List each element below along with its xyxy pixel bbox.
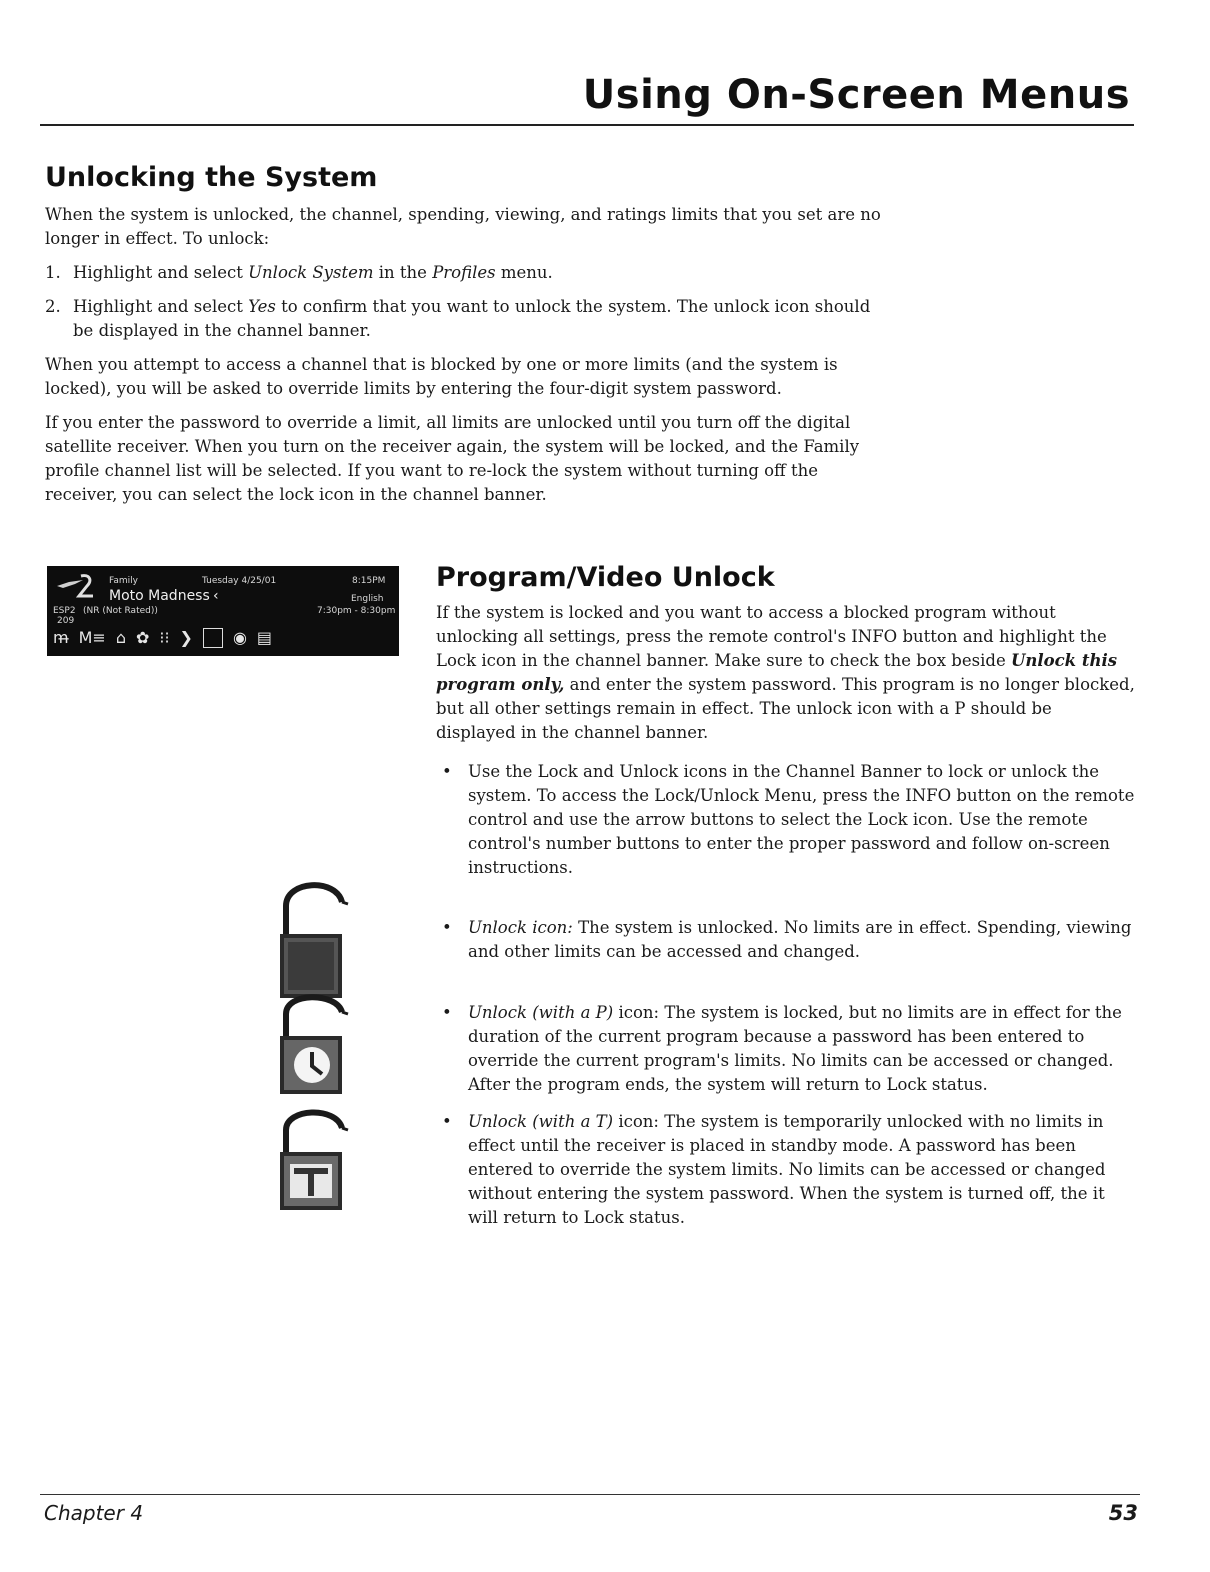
- bullet-text: Use the Lock and Unlock icons in the Channel Banner to lock or unlock the system. To access the Lock/Unlock Menu, press the INFO button on the remote control and use the arrow buttons to select the Lock icon. Use the remote control's number buttons to enter the proper password and follow on-screen instructions.: [468, 762, 1135, 877]
- step-text: Highlight and select: [73, 297, 249, 316]
- banner-program: Moto Madness: [109, 588, 210, 604]
- signal-icon: ⁝⁝: [159, 628, 170, 647]
- menu-icon: m̶: [53, 628, 69, 647]
- paragraph-emphasis: Unlock this program only,: [436, 651, 1118, 694]
- step-emphasis: Unlock System: [248, 263, 374, 282]
- step-text: to confirm that you want to unlock the system. The unlock icon should be displayed in the channel banner.: [73, 297, 871, 340]
- bullet-emphasis: Unlock (with a T): [468, 1112, 614, 1131]
- banner-channel-number: 209: [57, 616, 75, 626]
- step-item: [45, 295, 895, 343]
- bullet-item: [436, 1001, 1136, 1097]
- section-title: Program/Video Unlock: [436, 562, 775, 593]
- lock-icon: ⌂: [115, 628, 126, 647]
- channel-banner: [47, 566, 399, 656]
- paragraph: If you enter the password to override a limit, all limits are unlocked until you turn off the digital satellite receiver. When you turn on the receiver again, the system will be locked, and the Family profile channel list will be selected. If you want to re-lock the system without turning off the receiver, you can select the lock icon in the channel banner.: [45, 413, 860, 504]
- bullet-dot: •: [442, 1112, 452, 1131]
- paragraph-text: and enter the system password. This program is no longer blocked, but all other settings remain in effect. The unlock icon with a P should be displayed in the channel banner.: [436, 675, 1135, 742]
- page-title: Using On-Screen Menus: [582, 72, 1130, 118]
- paragraph-text: If the system is locked and you want to access a blocked program without unlocking all settings, press the remote control's INFO button and highlight the Lock icon in the channel banner. Make sure to check the box beside: [436, 603, 1107, 670]
- bullet-dot: •: [442, 918, 452, 937]
- paragraph: When you attempt to access a channel that is blocked by one or more limits (and the system is locked), you will be asked to override limits by entering the four-digit system password.: [45, 355, 838, 398]
- bullet-dot: •: [442, 762, 452, 781]
- unlock-system-section: [45, 162, 895, 517]
- steps-list: [45, 261, 895, 343]
- bullet-item: [436, 916, 1136, 964]
- banner-arrow-icon: ‹: [213, 588, 219, 604]
- step-number: 1.: [45, 263, 61, 282]
- step-text: menu.: [495, 263, 553, 282]
- page-footer: [40, 1494, 1140, 1525]
- bullet-item: [436, 760, 1136, 880]
- paragraph: [436, 601, 1136, 745]
- step-number: 2.: [45, 297, 61, 316]
- banner-date: Tuesday 4/25/01: [202, 576, 277, 586]
- page-number: 53: [1108, 1501, 1138, 1525]
- guide-icon: M≡: [78, 628, 106, 647]
- intro-paragraph: When the system is unlocked, the channel, spending, viewing, and ratings limits that you set are no longer in effect. To unlock:: [45, 205, 881, 248]
- banner-language: English: [351, 594, 384, 604]
- step-emphasis: Yes: [248, 297, 276, 316]
- bullet-text: icon: The system is locked, but no limits are in effect for the duration of the current program because a password has been entered to override the current program's limits. No limits can be accessed or changed. After the program ends, the system will return to Lock status.: [468, 1003, 1122, 1094]
- page-header: [40, 70, 1134, 126]
- checkbox-icon: [203, 628, 223, 648]
- step-text: in the: [373, 263, 433, 282]
- bullet-text: icon: The system is temporarily unlocked with no limits in effect until the receiver is placed in standby mode. A password has been entered to override the system limits. No limits can be accessed or changed without entering the system password. When the system is turned off, the it will return to Lock status.: [468, 1112, 1106, 1227]
- unlock-p-icon: [276, 990, 356, 1120]
- unlock-t-icon: [276, 1104, 356, 1234]
- bullet-item: [436, 1110, 1136, 1230]
- banner-profile: Family: [109, 576, 138, 586]
- mail-icon: ▤: [256, 628, 273, 647]
- profile-icon: ✿: [135, 628, 150, 647]
- network-logo-icon: [53, 572, 99, 602]
- banner-timespan: 7:30pm - 8:30pm: [317, 606, 396, 616]
- bullet-emphasis: Unlock icon:: [468, 918, 573, 937]
- banner-icons-row: [53, 626, 393, 650]
- step-item: [45, 261, 895, 285]
- bullet-dot: •: [442, 1003, 452, 1022]
- banner-rating: (NR (Not Rated)): [83, 606, 158, 616]
- program-unlock-section: [436, 562, 1136, 745]
- bullet-emphasis: Unlock (with a P): [468, 1003, 614, 1022]
- section-title: Unlocking the System: [45, 162, 378, 193]
- banner-channel-name: ESP2: [53, 606, 76, 616]
- audio-icon: ❯: [179, 628, 193, 647]
- step-text: Highlight and select: [73, 263, 249, 282]
- info-icon: ◉: [232, 628, 247, 647]
- unlock-icon: [276, 876, 356, 1006]
- bullet-text: The system is unlocked. No limits are in effect. Spending, viewing and other limits can be accessed and changed.: [468, 918, 1132, 961]
- banner-time: 8:15PM: [352, 576, 386, 586]
- chapter-label: Chapter 4: [44, 1501, 144, 1525]
- step-emphasis: Profiles: [432, 263, 496, 282]
